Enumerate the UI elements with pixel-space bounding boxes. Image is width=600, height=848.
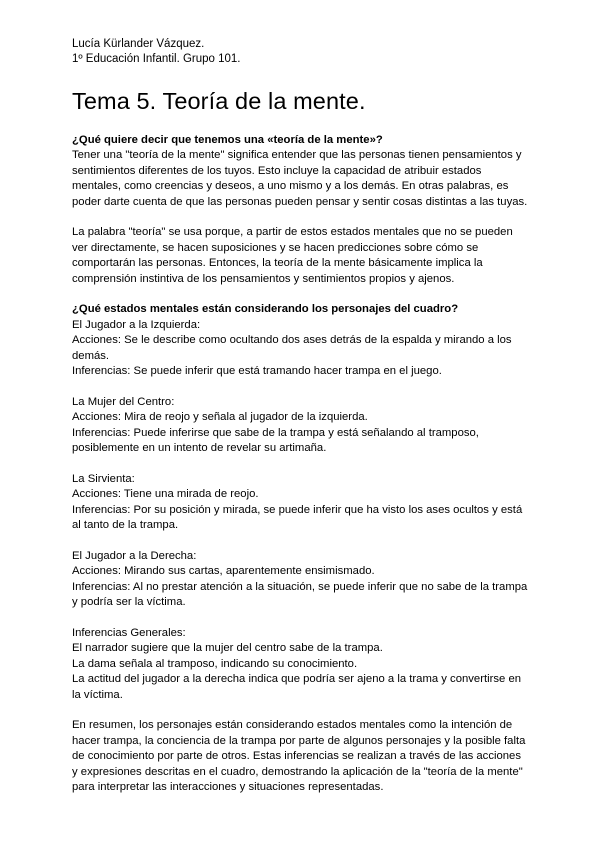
- spacer: [72, 456, 528, 471]
- question-1: ¿Qué quiere decir que tenemos una «teoría de la mente»?: [72, 134, 383, 146]
- servant-heading: La Sirvienta:: [72, 472, 135, 485]
- left-player-actions: Acciones: Se le describe como ocultando dos ases detrás de la espalda y mirando a los demás.: [72, 334, 512, 362]
- spacer: [72, 534, 528, 549]
- center-woman-actions: Acciones: Mira de reojo y señala al jugador de la izquierda.: [72, 411, 368, 424]
- paragraph-1: Tener una "teoría de la mente" significa entender que las personas tienen pensamientos y sentimientos diferentes de los tuyos. Esto incluye la capacidad de atribuir estados mentales, como creencias y deseos, a uno mismo y a los demás. En otras palabras, es poder darte cuenta de que las personas pueden pensar y sentir cosas distintas a las tuyas.: [72, 149, 528, 208]
- center-woman-heading: La Mujer del Centro:: [72, 395, 175, 408]
- spacer: [72, 611, 528, 626]
- paragraph-2: La palabra "teoría" se usa porque, a partir de estos estados mentales que no se pueden ver directamente, se hacen suposiciones y se hacen predicciones sobre cómo se comportarán las personas. Entonces, la teoría de la mente básicamente implica la comprensión instintiva de los pensamientos y sentimientos propios y ajenos.: [72, 226, 513, 285]
- general-inference-2: La dama señala al tramposo, indicando su conocimiento.: [72, 657, 358, 670]
- servant-actions: Acciones: Tiene una mirada de reojo.: [72, 488, 259, 501]
- left-player-inferences: Inferencias: Se puede inferir que está tramando hacer trampa en el juego.: [72, 365, 442, 378]
- spacer: [72, 703, 528, 718]
- general-inference-1: El narrador sugiere que la mujer del centro sabe de la trampa.: [72, 642, 383, 655]
- servant-inferences: Inferencias: Por su posición y mirada, se puede inferir que ha visto los ases ocultos y está al tanto de la trampa.: [72, 503, 523, 532]
- spacer: [72, 379, 528, 394]
- summary-paragraph: En resumen, los personajes están considerando estados mentales como la intención de hacer trampa, la conciencia de la trampa por parte de algunos personajes y la posible falta de conocimiento por parte de otros. Estas inferencias se realizan a través de las acciones y expresiones descritas en el cuadro, demostrando la aplicación de la "teoría de la mente" para interpretar las interacciones y situaciones representadas.: [72, 719, 526, 793]
- spacer: [72, 287, 528, 302]
- right-player-actions: Acciones: Mirando sus cartas, aparentemente ensimismado.: [72, 565, 375, 578]
- question-2: ¿Qué estados mentales están considerando los personajes del cuadro?: [72, 303, 459, 316]
- center-woman-inferences: Inferencias: Puede inferirse que sabe de la trampa y está señalando al tramposo, posiblemente en un intento de revelar su artimaña.: [72, 426, 479, 455]
- spacer: [72, 210, 528, 225]
- author-name: Lucía Kürlander Vázquez.: [72, 38, 205, 50]
- right-player-heading: El Jugador a la Derecha:: [72, 549, 197, 562]
- left-player-heading: El Jugador a la Izquierda:: [72, 318, 201, 331]
- general-inference-3: La actitud del jugador a la derecha indica que podría ser ajeno a la trama y convertirse en la víctima.: [72, 673, 522, 701]
- page-title: Tema 5. Teoría de la mente.: [72, 88, 366, 114]
- general-inferences-heading: Inferencias Generales:: [72, 626, 186, 639]
- course-info: 1º Educación Infantil. Grupo 101.: [72, 53, 241, 65]
- right-player-inferences: Inferencias: Al no prestar atención a la situación, se puede inferir que no sabe de la trampa y podría ser la víctima.: [72, 580, 528, 609]
